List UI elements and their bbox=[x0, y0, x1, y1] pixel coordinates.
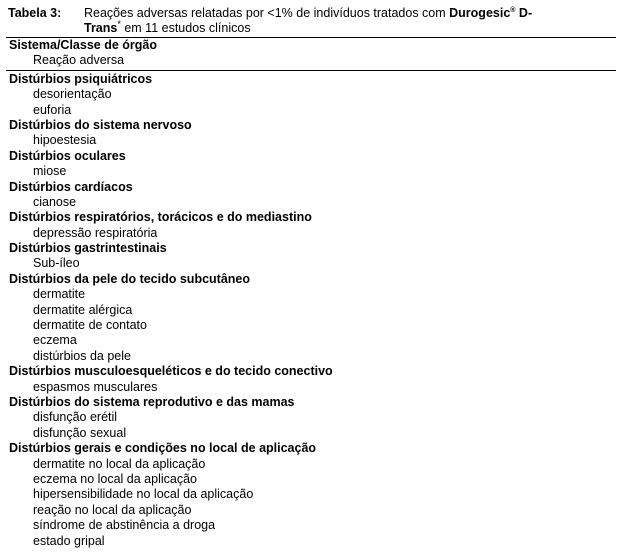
reaction-item: cianose bbox=[33, 194, 77, 209]
brand-line2: Trans bbox=[84, 21, 118, 35]
table-title bbox=[84, 6, 584, 37]
reaction-item: síndrome de abstinência a droga bbox=[33, 518, 216, 533]
category-heading: Distúrbios musculoesqueléticos e do tecido conectivo bbox=[9, 364, 333, 379]
category-heading: Distúrbios psiquiátricos bbox=[9, 71, 153, 86]
asterisk-mark: * bbox=[117, 18, 121, 29]
reaction-item: hipersensibilidade no local da aplicação bbox=[33, 487, 254, 502]
reaction-item: eczema bbox=[33, 333, 77, 348]
reaction-item: disfunção erétil bbox=[33, 410, 118, 425]
category-heading: Distúrbios do sistema nervoso bbox=[9, 117, 192, 132]
reaction-item: estado gripal bbox=[33, 533, 105, 548]
category-heading: Distúrbios da pele do tecido subcutâneo bbox=[9, 271, 251, 286]
category-heading: Distúrbios oculares bbox=[9, 148, 126, 163]
reaction-item: dermatite alérgica bbox=[33, 302, 133, 317]
category-heading: Distúrbios respiratórios, torácicos e do mediastino bbox=[9, 210, 312, 225]
adverse-reactions-table bbox=[6, 6, 616, 549]
category-heading: Distúrbios cardíacos bbox=[9, 179, 133, 194]
reaction-item: miose bbox=[33, 164, 67, 179]
column-header-category: Sistema/Classe de órgão bbox=[9, 38, 157, 52]
category-heading: Distúrbios gerais e condições no local de aplicação bbox=[9, 441, 317, 456]
title-suffix: em 11 estudos clínicos bbox=[120, 21, 251, 35]
table-caption bbox=[6, 6, 616, 38]
reaction-item: espasmos musculares bbox=[33, 379, 158, 394]
table-label: Tabela 3: bbox=[8, 6, 62, 20]
table-header bbox=[6, 38, 616, 71]
reaction-item: eczema no local da aplicação bbox=[33, 471, 197, 486]
reaction-item: euforia bbox=[33, 102, 72, 117]
category-heading: Distúrbios do sistema reprodutivo e das mamas bbox=[9, 394, 295, 409]
reaction-item: distúrbios da pele bbox=[33, 348, 131, 363]
reaction-item: depressão respiratória bbox=[33, 225, 158, 240]
column-header-reaction: Reação adversa bbox=[33, 53, 125, 68]
brand-name-text: Durogesic bbox=[449, 6, 511, 20]
registered-mark: ® bbox=[510, 6, 516, 14]
reaction-item: dermatite bbox=[33, 287, 86, 302]
reaction-item: disfunção sexual bbox=[33, 425, 127, 440]
reaction-item: Sub-íleo bbox=[33, 256, 80, 271]
category-heading: Distúrbios gastrintestinais bbox=[9, 241, 167, 256]
reaction-item: dermatite no local da aplicação bbox=[33, 456, 206, 471]
brand-suffix: D- bbox=[515, 6, 533, 20]
title-prefix: Reações adversas relatadas por <1% de indivíduos tratados com bbox=[84, 6, 450, 20]
reaction-item: desorientação bbox=[33, 87, 112, 102]
reaction-item: dermatite de contato bbox=[33, 318, 147, 333]
table-body bbox=[6, 71, 616, 549]
reaction-item: reação no local da aplicação bbox=[33, 502, 192, 517]
reaction-item: hipoestesia bbox=[33, 133, 97, 148]
